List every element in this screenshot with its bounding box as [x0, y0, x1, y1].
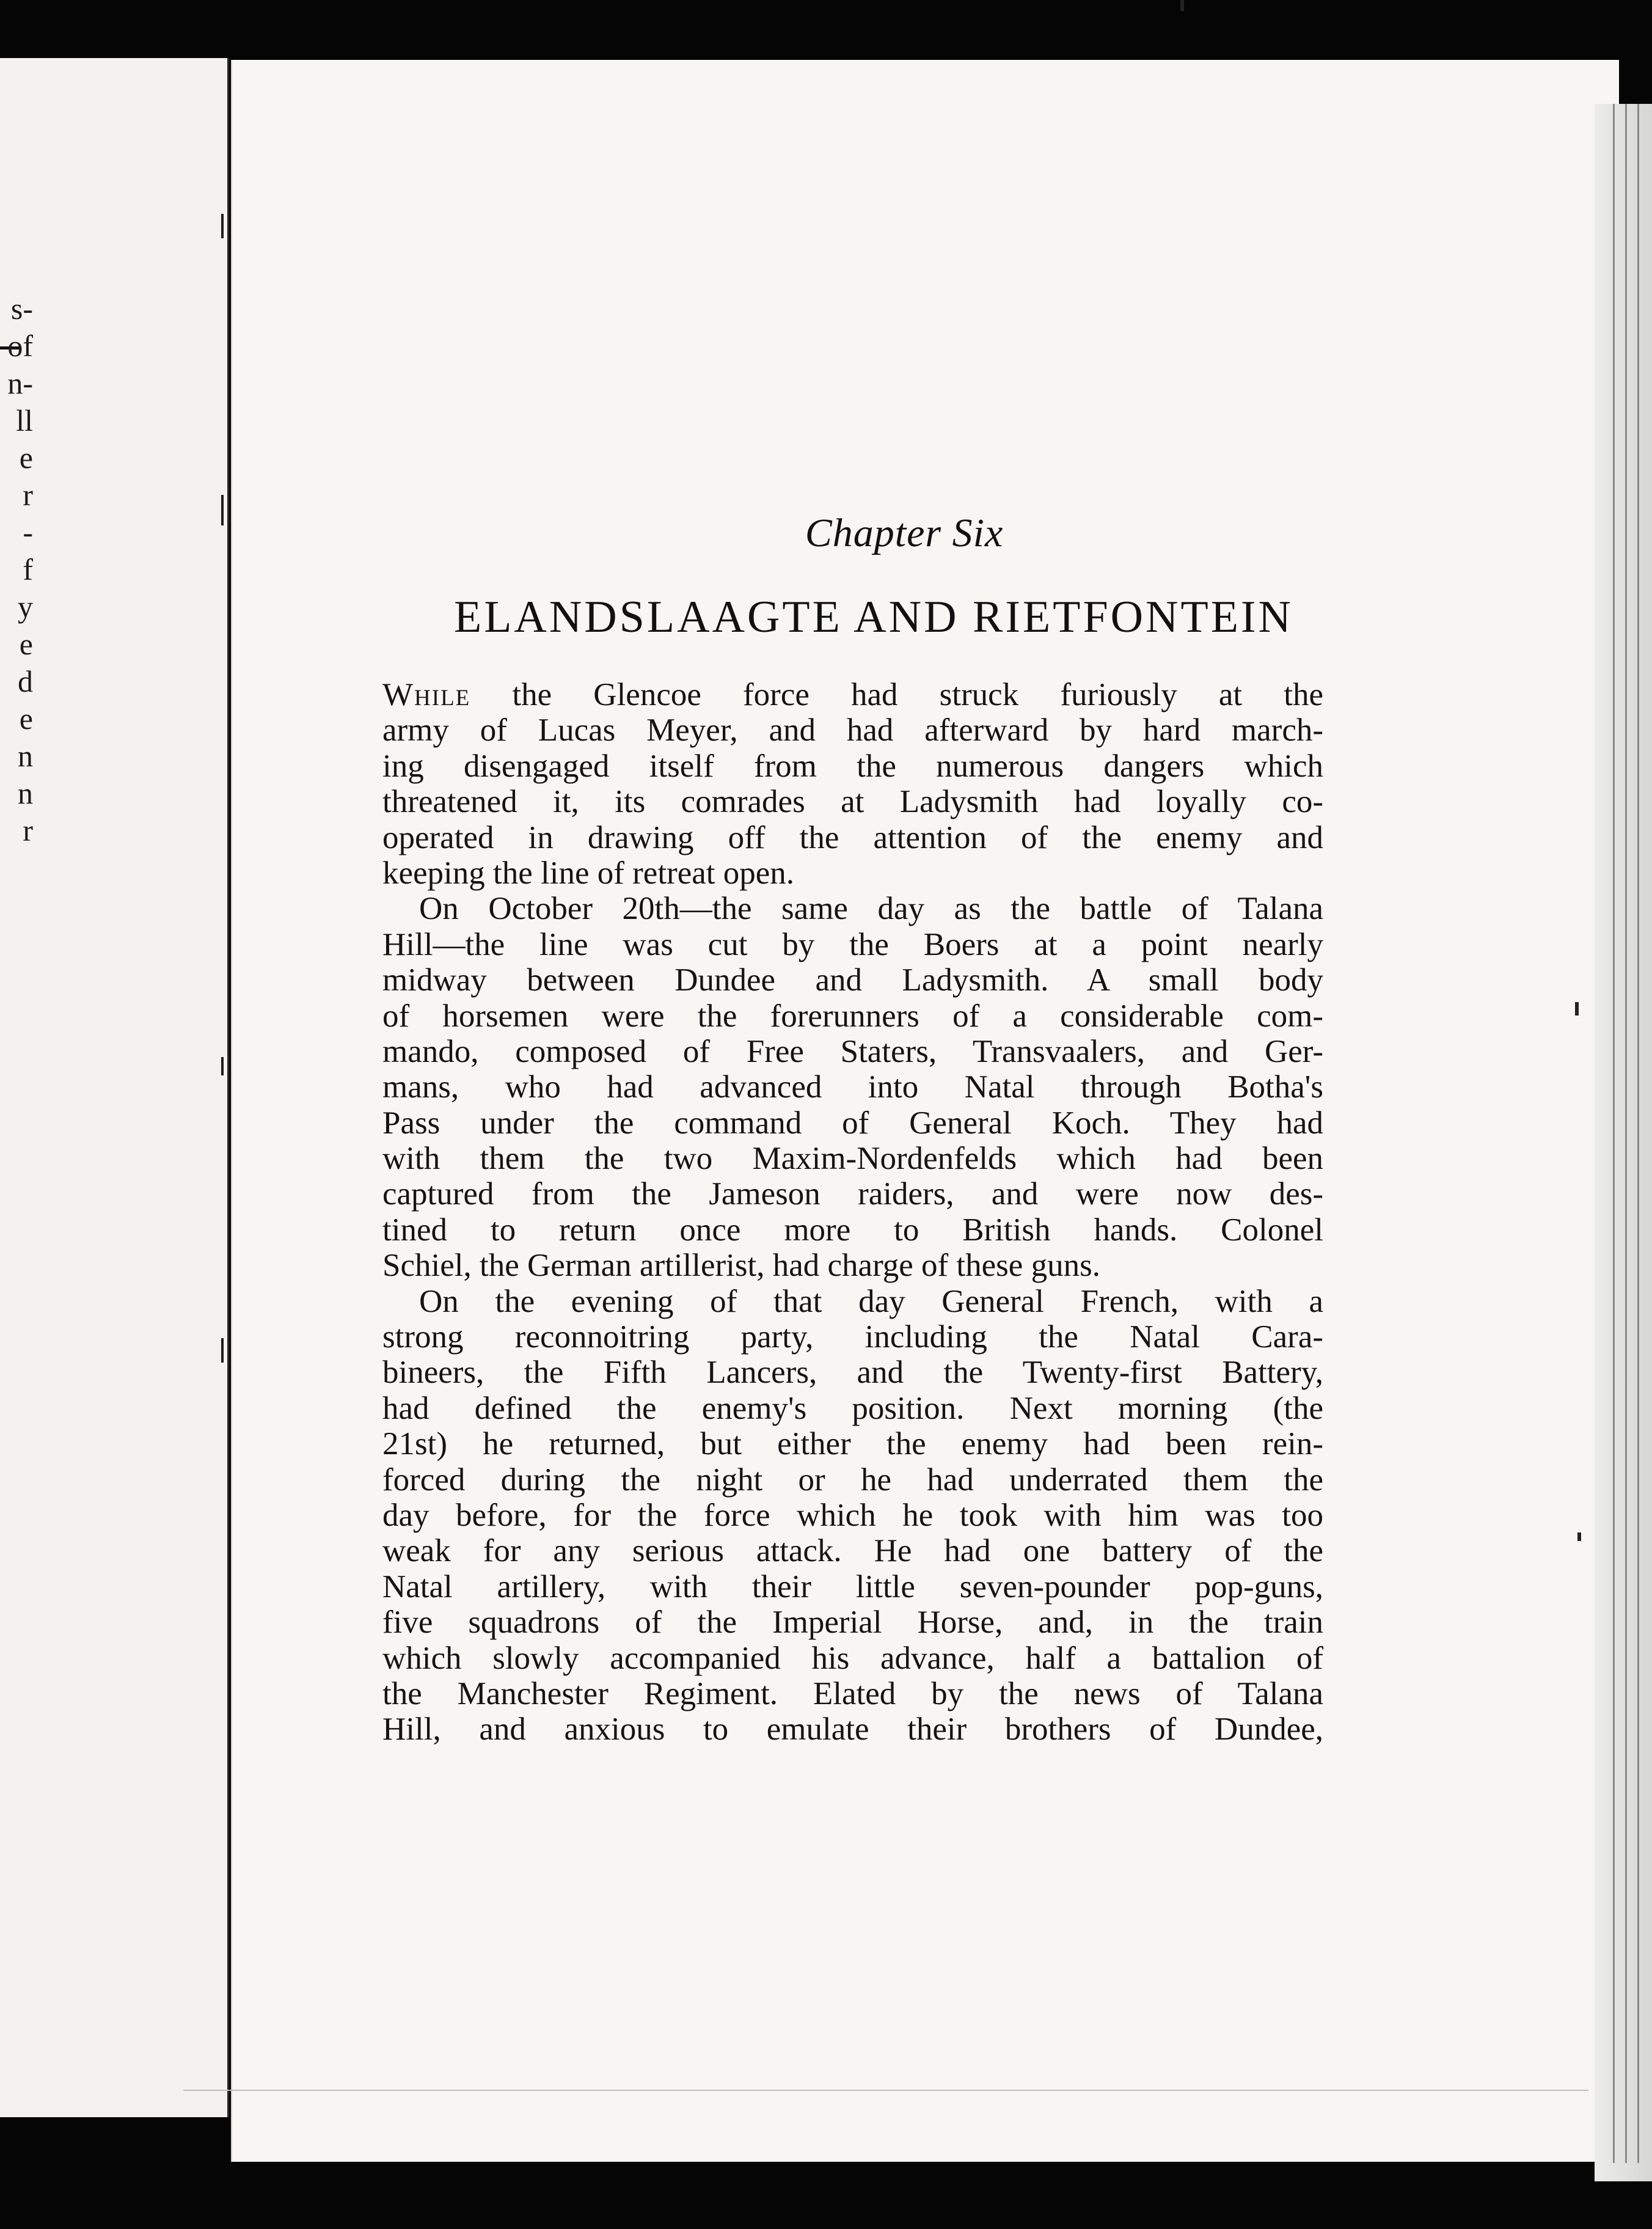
text-line: Natal artillery, with their little seven-pounder pop-guns,	[382, 1568, 1323, 1605]
text-line: day before, for the force which he took with him was too	[382, 1497, 1323, 1533]
fragment: e	[19, 701, 33, 736]
text-line: bineers, the Fifth Lancers, and the Twenty-first Battery,	[382, 1355, 1323, 1391]
fragment: r	[23, 813, 33, 847]
previous-page-text-fragments	[0, 290, 37, 849]
text-line: threatened it, its comrades at Ladysmith had loyally co-	[382, 784, 1323, 820]
fragment: d	[18, 664, 33, 698]
fragment: n-	[7, 366, 33, 400]
text-line: keeping the line of retreat open.	[382, 855, 794, 891]
text-line-content: the Glencoe force had struck furiously at the	[470, 677, 1323, 712]
text-line: of horsemen were the forerunners of a considerable com-	[382, 998, 1323, 1034]
text-line: weak for any serious attack. He had one battery of the	[382, 1533, 1323, 1569]
text-line: Hill—the line was cut by the Boers at a point nearly	[382, 926, 1323, 962]
page-edge-line	[1613, 104, 1615, 2163]
fragment: ll	[16, 403, 33, 437]
text-line: Pass under the command of General Koch. They had	[382, 1105, 1323, 1141]
fragment: n	[18, 776, 33, 810]
text-line	[382, 677, 1323, 712]
scan-artifact	[1575, 1002, 1579, 1016]
text-line: army of Lucas Meyer, and had afterward by hard march-	[382, 712, 1323, 748]
chapter-label: Chapter Six	[805, 511, 1004, 555]
gutter-mark	[221, 495, 224, 525]
text-line: tined to return once more to British hands. Colonel	[382, 1212, 1323, 1248]
text-line: strong reconnoitring party, including the Natal Cara-	[382, 1319, 1323, 1355]
fragment: r	[23, 478, 33, 512]
fragment: e	[19, 627, 33, 661]
gutter-mark	[221, 1338, 224, 1363]
page-edge-line	[1637, 104, 1639, 2163]
page-stack-edge	[1595, 104, 1652, 2181]
page-edge-line	[1625, 104, 1627, 2163]
gutter-mark	[221, 1057, 224, 1075]
text-line: 21st) he returned, but either the enemy had been rein-	[382, 1426, 1323, 1462]
text-line: operated in drawing off the attention of the enemy and	[382, 819, 1323, 855]
fragment: n	[18, 739, 33, 773]
fragment: f	[23, 552, 33, 587]
gutter-mark	[221, 214, 224, 238]
text-line: five squadrons of the Imperial Horse, and, in the train	[382, 1605, 1323, 1641]
text-line: Schiel, the German artillerist, had charge of these guns.	[382, 1248, 1100, 1284]
text-line: which slowly accompanied his advance, half a battalion of	[382, 1640, 1323, 1676]
fragment: s-	[10, 291, 33, 326]
text-line: midway between Dundee and Ladysmith. A small body	[382, 962, 1323, 998]
text-line: captured from the Jameson raiders, and were now des-	[382, 1176, 1323, 1212]
text-line: On October 20th—the same day as the battle of Talana	[419, 891, 1323, 927]
text-line: with them the two Maxim-Nordenfelds which had been	[382, 1141, 1323, 1177]
text-line: ing disengaged itself from the numerous dangers which	[382, 748, 1323, 784]
text-line: had defined the enemy's position. Next morning (the	[382, 1390, 1323, 1426]
previous-page-sliver	[0, 58, 229, 2117]
fragment: e	[19, 441, 33, 475]
chapter-title: ELANDSLAAGTE AND RIETFONTEIN	[454, 592, 1293, 642]
scan-artifact	[1577, 1532, 1581, 1541]
drop-word: While	[382, 677, 471, 712]
text-line: On the evening of that day General French, with a	[419, 1283, 1323, 1319]
text-line: mans, who had advanced into Natal through Botha's	[382, 1069, 1323, 1105]
page-bottom-edge	[183, 2090, 1588, 2091]
scan-artifact	[1180, 0, 1184, 11]
fragment: of	[7, 329, 33, 363]
body-text	[382, 677, 1323, 1748]
text-line: Hill, and anxious to emulate their brothers of Dundee,	[382, 1711, 1323, 1748]
fragment: -	[23, 515, 33, 549]
text-line: mando, composed of Free Staters, Transvaalers, and Ger-	[382, 1033, 1323, 1069]
fragment: y	[18, 590, 33, 624]
text-line: forced during the night or he had underrated them the	[382, 1462, 1323, 1498]
text-line: the Manchester Regiment. Elated by the news of Talana	[382, 1675, 1323, 1711]
